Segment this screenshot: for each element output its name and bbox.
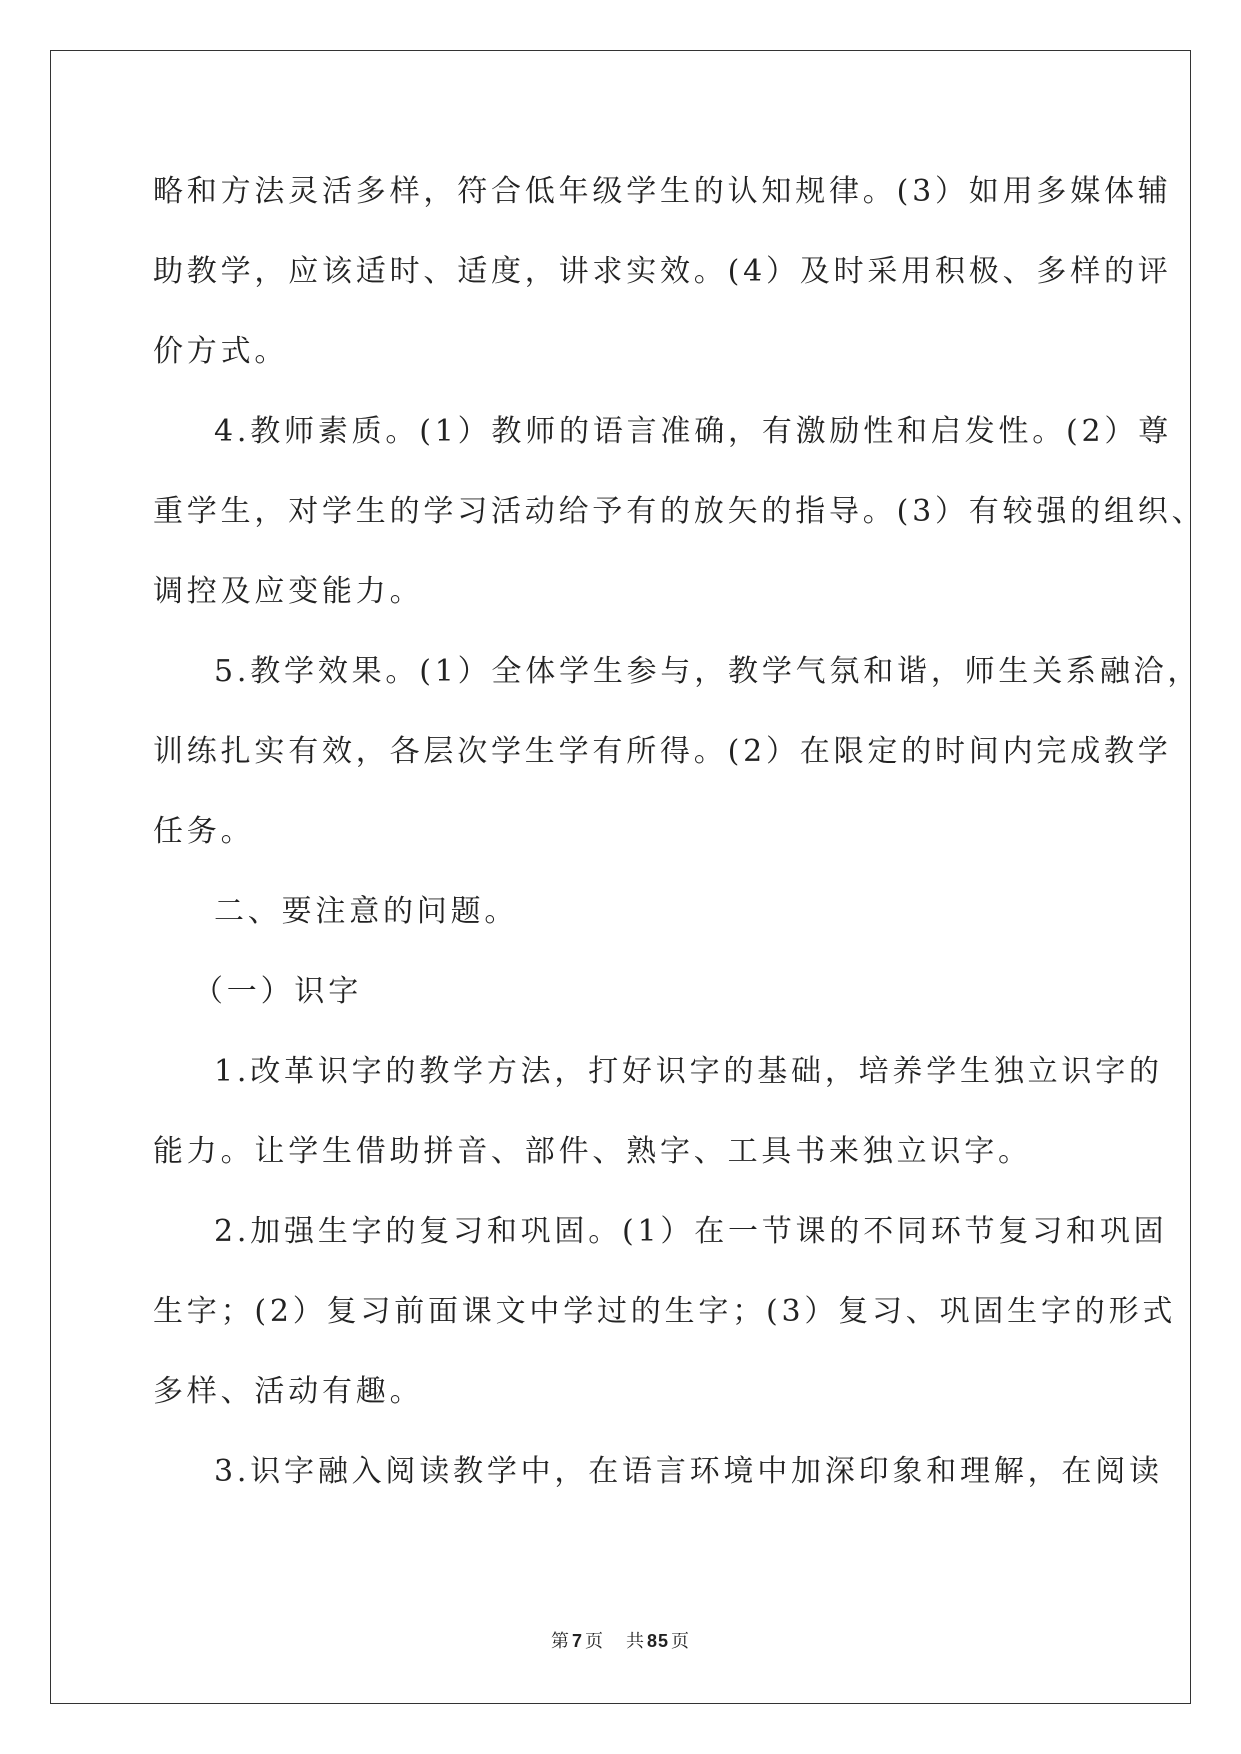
footer-total-prefix: 共	[625, 1631, 645, 1652]
body-line: 助教学，应该适时、适度，讲求实效。(4）及时采用积极、多样的评	[153, 254, 1172, 289]
subsection-heading: （一）识字	[193, 974, 362, 1009]
body-line: 3.识字融入阅读教学中，在语言环境中加深印象和理解，在阅读	[214, 1454, 1163, 1489]
body-line: 略和方法灵活多样，符合低年级学生的认知规律。(3）如用多媒体辅	[153, 174, 1172, 209]
footer-prefix: 第	[550, 1631, 570, 1652]
footer-page-suffix: 页	[584, 1631, 604, 1652]
body-line: 价方式。	[153, 334, 289, 369]
body-line: 5.教学效果。(1）全体学生参与，教学气氛和谐，师生关系融洽，	[214, 654, 1202, 689]
body-line: 训练扎实有效，各层次学生学有所得。(2）在限定的时间内完成教学	[153, 734, 1172, 769]
page-number: 7	[571, 1631, 583, 1651]
section-heading: 二、要注意的问题。	[214, 894, 519, 929]
footer-total-suffix: 页	[671, 1631, 691, 1652]
total-pages: 85	[646, 1631, 670, 1651]
body-line: 1.改革识字的教学方法，打好识字的基础，培养学生独立识字的	[214, 1054, 1163, 1089]
body-line: 重学生，对学生的学习活动给予有的放矢的指导。(3）有较强的组织、	[153, 494, 1206, 529]
body-line: 调控及应变能力。	[153, 574, 424, 609]
document-body	[153, 162, 1206, 1522]
body-line: 多样、活动有趣。	[153, 1374, 424, 1409]
body-line: 4.教师素质。(1）教师的语言准确，有激励性和启发性。(2）尊	[214, 414, 1173, 449]
body-line: 生字；(2）复习前面课文中学过的生字；(3）复习、巩固生字的形式	[153, 1294, 1177, 1329]
body-line: 能力。让学生借助拼音、部件、熟字、工具书来独立识字。	[153, 1134, 1032, 1169]
body-line: 任务。	[153, 814, 255, 849]
page-footer	[0, 1627, 1241, 1653]
body-line: 2.加强生字的复习和巩固。(1）在一节课的不同环节复习和巩固	[214, 1214, 1168, 1249]
